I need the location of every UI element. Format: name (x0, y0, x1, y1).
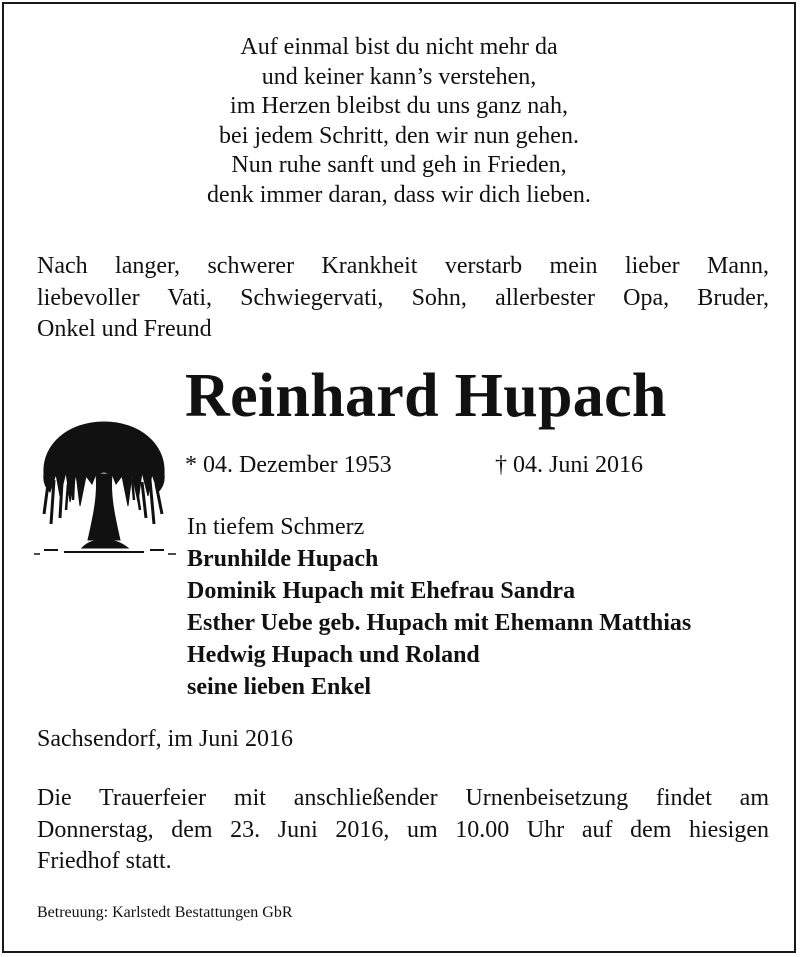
funeral-line: Donnerstag, dem 23. Juni 2016, um 10.00 Uhr auf dem hiesigen (37, 816, 769, 843)
mourner-name: seine lieben Enkel (187, 674, 372, 700)
mourner-name: Esther Uebe geb. Hupach mit Ehemann Matthias (187, 610, 692, 636)
death-date: † 04. Juni 2016 (495, 452, 644, 478)
place-date: Sachsendorf, im Juni 2016 (37, 726, 293, 752)
poem (4, 33, 794, 210)
mourner-name: Hedwig Hupach und Roland (187, 642, 480, 668)
intro-text (37, 251, 769, 346)
mourner-name: Dominik Hupach mit Ehefrau Sandra (187, 578, 576, 604)
birth-date: * 04. Dezember 1953 (185, 452, 392, 478)
poem-line: denk immer daran, dass wir dich lieben. (207, 181, 591, 208)
intro-line: liebevoller Vati, Schwiegervati, Sohn, allerbester Opa, Bruder, (37, 284, 769, 311)
intro-line: Onkel und Freund (37, 316, 212, 342)
poem-line: Nun ruhe sanft und geh in Frieden, (231, 152, 567, 178)
deceased-name: Reinhard Hupach (185, 362, 667, 430)
obituary-notice (2, 2, 796, 953)
undertaker-credit: Betreuung: Karlstedt Bestattungen GbR (37, 904, 293, 921)
funeral-line: Die Trauerfeier mit anschließender Urnenbeisetzung findet am (37, 785, 769, 811)
poem-line: und keiner kann’s verstehen, (261, 63, 537, 90)
mourner-name: Brunhilde Hupach (187, 546, 379, 572)
weeping-willow-tree-icon (24, 414, 184, 559)
intro-line: Nach langer, schwerer Krankheit verstarb mein lieber Mann, (37, 253, 769, 279)
funeral-line: Friedhof statt. (37, 848, 172, 874)
mourners-intro: In tiefem Schmerz (187, 514, 365, 540)
poem-line: im Herzen bleibst du uns ganz nah, (230, 93, 568, 119)
poem-line: Auf einmal bist du nicht mehr da (240, 34, 558, 60)
poem-line: bei jedem Schritt, den wir nun gehen. (219, 122, 579, 149)
funeral-info (37, 783, 769, 878)
mourners (187, 511, 691, 703)
